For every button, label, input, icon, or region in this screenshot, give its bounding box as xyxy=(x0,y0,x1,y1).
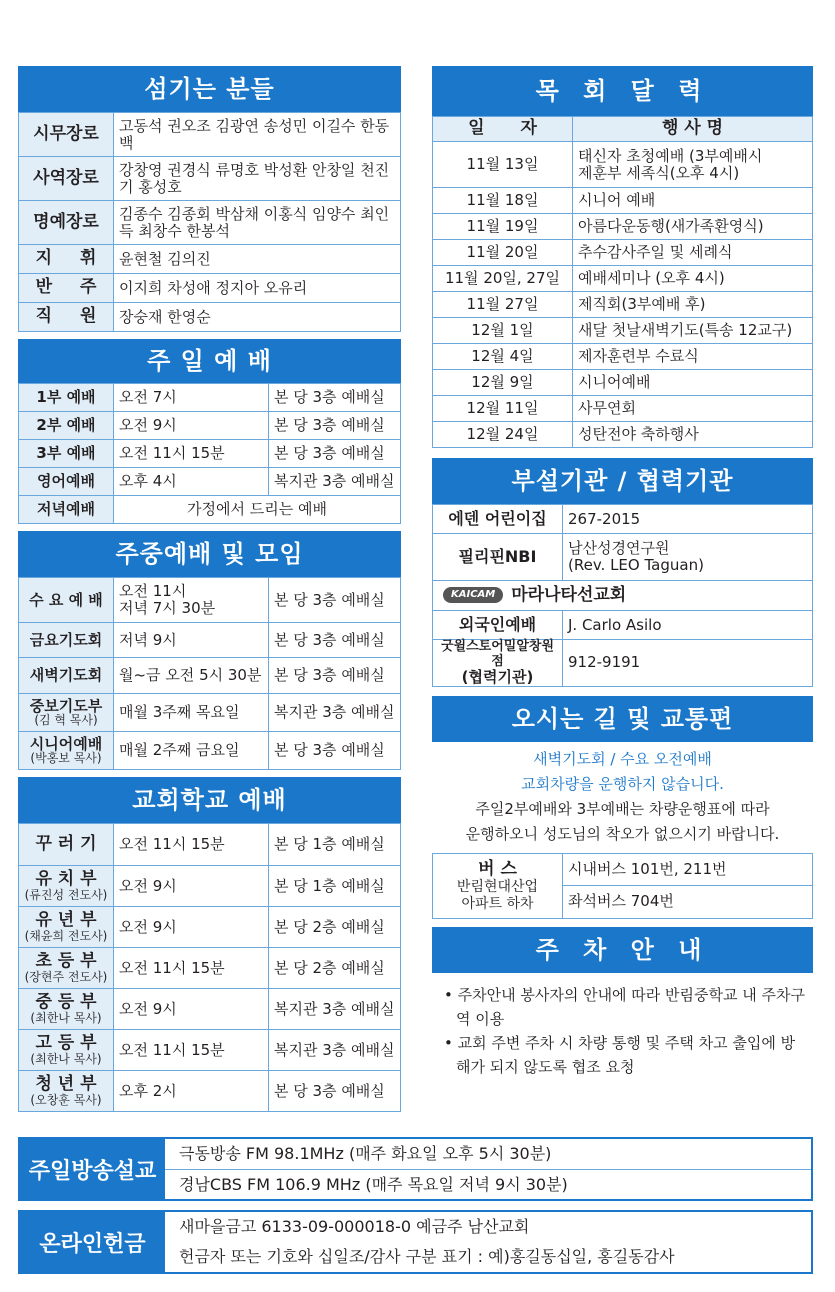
calendar-table xyxy=(432,116,813,448)
weekday-worship-title: 주중예배 및 모임 xyxy=(18,531,401,577)
table-row: 사역장로 강창영 권경식 류명호 박성환 안창일 천진기 홍성호 xyxy=(19,157,401,201)
table-row: 12월 11일 사무연회 xyxy=(433,396,813,422)
calendar-title: 목 회 달 력 xyxy=(432,66,813,116)
table-row: 11월 20일 추수감사주일 및 세례식 xyxy=(433,240,813,266)
church-school-table xyxy=(18,823,401,1112)
table-row: 11월 27일 제직회(3부예배 후) xyxy=(433,292,813,318)
table-row: 수 요 예 배 오전 11시 저녁 7시 30분 본 당 3층 예배실 xyxy=(19,578,401,623)
table-header: 일 자 행 사 명 xyxy=(433,117,813,142)
table-row: 유 치 부 (류진성 전도사) 오전 9시 본 당 1층 예배실 xyxy=(19,866,401,907)
table-row: 2부 예배 오전 9시 본 당 3층 예배실 xyxy=(19,412,401,440)
right-column xyxy=(432,66,813,1079)
table-row: 11월 13일 태신자 초청예배 (3부예배시 제훈부 세족식(오후 4시) xyxy=(433,142,813,188)
bus-table xyxy=(432,853,813,919)
table-row: 에덴 어린이집 267-2015 xyxy=(433,505,813,534)
table-row: 중 등 부 (최한나 목사) 오전 9시 복지관 3층 예배실 xyxy=(19,989,401,1030)
left-column xyxy=(18,66,401,1112)
table-row: 새벽기도회 월~금 오전 5시 30분 본 당 3층 예배실 xyxy=(19,658,401,694)
table-row: 반 주 이지희 차성애 정지아 오유리 xyxy=(19,274,401,303)
table-row: 영어예배 오후 4시 복지관 3층 예배실 xyxy=(19,468,401,496)
table-row: 좌석버스 704번 xyxy=(433,885,813,918)
table-row: 꾸 러 기 오전 11시 15분 본 당 1층 예배실 xyxy=(19,824,401,866)
list-item: • 주차안내 봉사자의 안내에 따라 반림중학교 내 주차구역 이용 xyxy=(444,985,806,1028)
table-row: KAICAM 마라나타선교회 xyxy=(433,581,813,611)
table-row: 지 휘 윤현철 김의진 xyxy=(19,245,401,274)
broadcast-box: 주일방송설교 극동방송 FM 98.1MHz (매주 화요일 오후 5시 30분) 경남CBS FM 106.9 MHz (매주 목요일 저녁 9시 30분) xyxy=(18,1137,813,1201)
servants-table xyxy=(18,112,401,332)
table-row: 금요기도회 저녁 9시 본 당 3층 예배실 xyxy=(19,623,401,658)
table-row: 3부 예배 오전 11시 15분 본 당 3층 예배실 xyxy=(19,440,401,468)
kaicam-logo: KAICAM xyxy=(443,587,503,602)
table-row: 11월 18일 시니어 예배 xyxy=(433,188,813,214)
sunday-worship-table xyxy=(18,383,401,524)
sunday-worship-title: 주 일 예 배 xyxy=(18,339,401,383)
affiliates-title: 부설기관 / 협력기관 xyxy=(432,458,813,504)
parking-list xyxy=(432,973,813,1079)
servants-title: 섬기는 분들 xyxy=(18,66,401,112)
table-row: 고 등 부 (최한나 목사) 오전 11시 15분 복지관 3층 예배실 xyxy=(19,1030,401,1071)
table-row: 11월 20일, 27일 예배세미나 (오후 4시) xyxy=(433,266,813,292)
directions-notice: 새벽기도회 / 수요 오전예배 교회차량을 운행하지 않습니다. 주일2부예배와 3부예배는 차량운행표에 따라 운행하오니 성도님의 착오가 없으시기 바랍니다. xyxy=(465,749,780,843)
table-row: 12월 24일 성탄전야 축하행사 xyxy=(433,422,813,448)
table-row: 직 원 장숭재 한영순 xyxy=(19,303,401,332)
table-row: 유 년 부 (채윤희 전도사) 오전 9시 본 당 2층 예배실 xyxy=(19,907,401,948)
table-row: 시무장로 고동석 권오조 김광연 송성민 이길수 한동백 xyxy=(19,113,401,157)
table-row: 명예장로 김종수 김종회 박삼채 이홍식 임양수 최인득 최창수 한봉석 xyxy=(19,201,401,245)
table-row: 12월 9일 시니어예배 xyxy=(433,370,813,396)
church-school-title: 교회학교 예배 xyxy=(18,777,401,823)
online-offering-box: 온라인헌금 새마을금고 6133-09-000018-0 예금주 남산교회 헌금자 또는 기호와 십일조/감사 구분 표기 : 예)홍길동십일, 홍길동감사 xyxy=(18,1210,813,1274)
table-row: 굿윌스토어밀알창원점 (협력기관) 912-9191 xyxy=(433,640,813,687)
list-item: • 교회 주변 주차 시 차량 통행 및 주택 차고 출입에 방해가 되지 않도록 협조 요청 xyxy=(444,1033,796,1076)
table-row: 초 등 부 (장현주 전도사) 오전 11시 15분 본 당 2층 예배실 xyxy=(19,948,401,989)
table-row: 청 년 부 (오창훈 목사) 오후 2시 본 당 3층 예배실 xyxy=(19,1071,401,1112)
table-row: 12월 1일 새달 첫날새벽기도(특송 12교구) xyxy=(433,318,813,344)
table-row: 시니어예배 (박홍보 목사) 매월 2주째 금요일 본 당 3층 예배실 xyxy=(19,732,401,770)
broadcast-label: 주일방송설교 xyxy=(20,1139,165,1199)
weekday-worship-table xyxy=(18,577,401,770)
table-row: 11월 19일 아름다운동행(새가족환영식) xyxy=(433,214,813,240)
table-row: 필리핀NBI 남산성경연구원 (Rev. LEO Taguan) xyxy=(433,534,813,581)
affiliates-table xyxy=(432,504,813,687)
online-offering-label: 온라인헌금 xyxy=(20,1212,165,1272)
table-row: 저녁예배 가정에서 드리는 예배 xyxy=(19,496,401,524)
directions-title: 오시는 길 및 교통편 xyxy=(432,696,813,742)
table-row: 버 스 반림현대산업 아파트 하차 시내버스 101번, 211번 xyxy=(433,853,813,885)
table-row: 중보기도부 (김 혁 목사) 매월 3주째 목요일 복지관 3층 예배실 xyxy=(19,694,401,732)
parking-title: 주 차 안 내 xyxy=(432,927,813,973)
table-row: 12월 4일 제자훈련부 수료식 xyxy=(433,344,813,370)
table-row: 외국인예배 J. Carlo Asilo xyxy=(433,611,813,640)
table-row: 1부 예배 오전 7시 본 당 3층 예배실 xyxy=(19,384,401,412)
